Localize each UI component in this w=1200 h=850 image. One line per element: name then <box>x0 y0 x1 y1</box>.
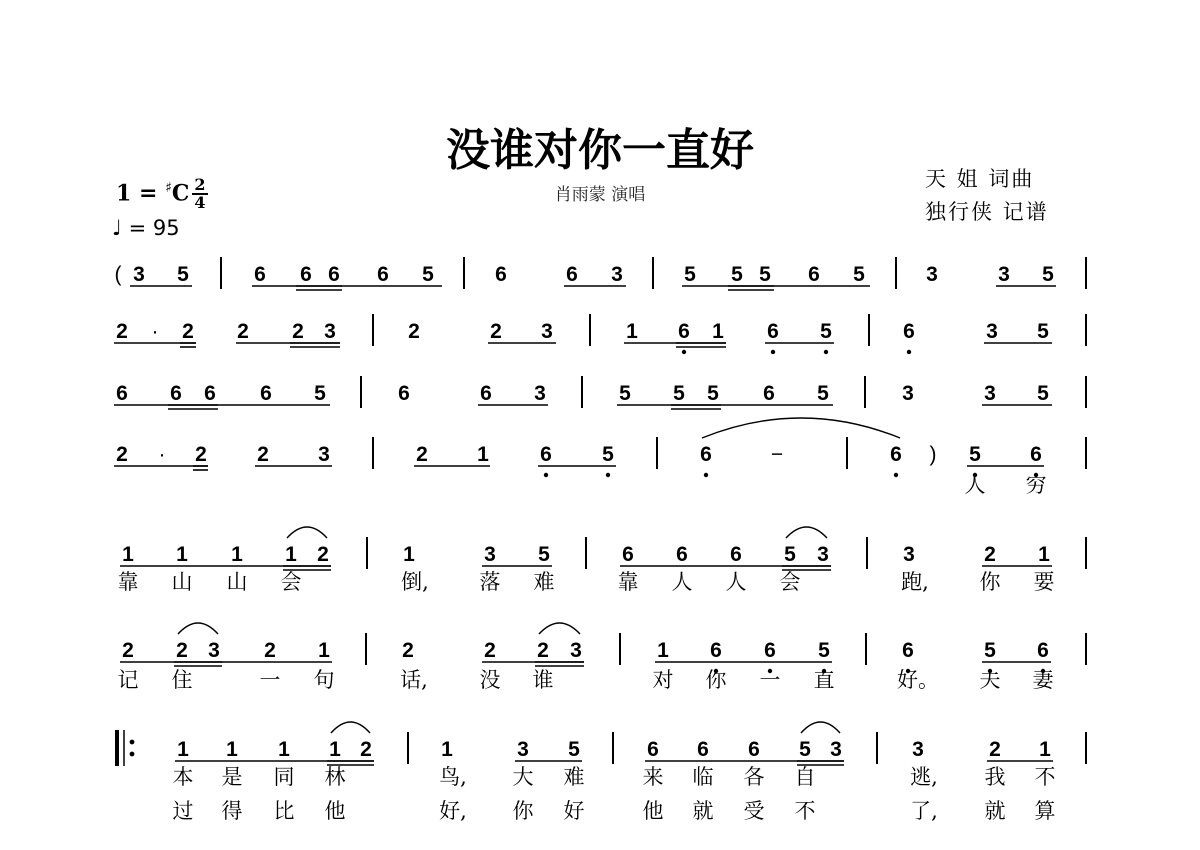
note: 3 <box>912 738 924 761</box>
note: 2 <box>402 639 414 662</box>
notation-symbol: · <box>151 320 159 343</box>
note: 3 <box>984 382 996 405</box>
low-octave-dot <box>606 473 610 477</box>
note: 3 <box>830 738 842 761</box>
lyric: 不 <box>1034 765 1056 789</box>
note: 3 <box>903 543 915 566</box>
note: 1 <box>318 639 330 662</box>
low-octave-dot <box>907 350 911 354</box>
note: 2 <box>408 320 420 343</box>
note: 3 <box>926 263 938 286</box>
song-title: 没谁对你一直好 <box>446 125 754 176</box>
lyric: 谁 <box>532 668 554 692</box>
note: 2 <box>116 443 128 466</box>
slur-arc <box>287 527 327 538</box>
note: 5 <box>684 263 696 286</box>
note: 1 <box>329 738 341 761</box>
note: 1 <box>712 320 724 343</box>
note: 2 <box>116 320 128 343</box>
note: 1 <box>176 543 188 566</box>
note: 5 <box>707 382 719 405</box>
lyric-verse-2: 就 <box>984 799 1006 823</box>
low-octave-dot <box>771 350 775 354</box>
slur-arc <box>178 623 218 634</box>
note: 6 <box>676 543 688 566</box>
lyric-verse-2: 你 <box>512 799 534 823</box>
note: 6 <box>1037 639 1049 662</box>
lyric: 住 <box>171 668 193 692</box>
note: 5 <box>984 639 996 662</box>
note: 2 <box>195 443 207 466</box>
note: 5 <box>759 263 771 286</box>
notation-symbol: ( <box>114 263 122 286</box>
note: 6 <box>808 263 820 286</box>
notation-symbol: ) <box>929 443 937 466</box>
note: 3 <box>902 382 914 405</box>
lyric-verse-2: 不 <box>794 799 816 823</box>
note: 5 <box>1037 382 1049 405</box>
lyric: 一 <box>259 668 281 692</box>
singer-credit: 肖雨蒙 演唱 <box>554 185 646 205</box>
low-octave-dot <box>544 473 548 477</box>
note: 6 <box>398 382 410 405</box>
slur-arc <box>539 623 580 634</box>
lyric: 鸟, <box>439 765 467 789</box>
note: 5 <box>784 543 796 566</box>
note: 2 <box>182 320 194 343</box>
lyric: 妻 <box>1032 668 1054 692</box>
note: 6 <box>622 543 634 566</box>
note: 1 <box>278 738 290 761</box>
note: 2 <box>237 320 249 343</box>
note: 2 <box>490 320 502 343</box>
note: 1 <box>403 543 415 566</box>
tempo-value: = 95 <box>128 216 180 240</box>
note: 5 <box>422 263 434 286</box>
note: 1 <box>477 443 489 466</box>
note: 3 <box>484 543 496 566</box>
lyric: 林 <box>324 765 346 789</box>
low-octave-dot <box>894 473 898 477</box>
note: 1 <box>657 639 669 662</box>
note: 2 <box>484 639 496 662</box>
lyric: 同 <box>273 765 295 789</box>
lyric: 直 <box>813 668 835 692</box>
time-signature-bottom: 4 <box>192 193 208 211</box>
note: 2 <box>317 543 329 566</box>
note: 5 <box>568 738 580 761</box>
note: 6 <box>116 382 128 405</box>
lyrics-music-credit: 天 姐 词曲 <box>925 167 1035 191</box>
note: 5 <box>1037 320 1049 343</box>
lyric: 跑, <box>901 570 929 594</box>
note: 2 <box>292 320 304 343</box>
lyric: 我 <box>984 765 1006 789</box>
note: 1 <box>441 738 453 761</box>
note: 3 <box>133 263 145 286</box>
note: 6 <box>480 382 492 405</box>
lyric: 一 <box>759 668 781 692</box>
note: 1 <box>177 738 189 761</box>
lyric: 山 <box>171 570 193 594</box>
lyric: 穷 <box>1025 473 1047 497</box>
lyric: 记 <box>117 668 139 692</box>
note: 1 <box>1038 543 1050 566</box>
lyric-verse-2: 他 <box>642 799 664 823</box>
slur-arc <box>786 527 827 538</box>
lyric-verse-2: 过 <box>172 799 194 823</box>
note: 6 <box>377 263 389 286</box>
note: 6 <box>254 263 266 286</box>
note: 3 <box>318 443 330 466</box>
lyric: 对 <box>652 668 674 692</box>
note: 3 <box>611 263 623 286</box>
slur-arc <box>801 722 840 733</box>
note: 6 <box>170 382 182 405</box>
note: 6 <box>748 738 760 761</box>
note: 5 <box>820 320 832 343</box>
note: 1 <box>122 543 134 566</box>
lyric-verse-2: 了, <box>910 799 938 823</box>
lyric: 来 <box>642 765 664 789</box>
note: 5 <box>969 443 981 466</box>
lyric-verse-2: 好 <box>563 799 585 823</box>
lyric: 临 <box>692 765 714 789</box>
note: 2 <box>360 738 372 761</box>
note: 6 <box>300 263 312 286</box>
note: 6 <box>730 543 742 566</box>
lyric: 会 <box>779 570 801 594</box>
note: 3 <box>570 639 582 662</box>
note: 6 <box>710 639 722 662</box>
note: 3 <box>208 639 220 662</box>
note: 6 <box>697 738 709 761</box>
lyric: 山 <box>226 570 248 594</box>
note: 1 <box>1039 738 1051 761</box>
note: 3 <box>324 320 336 343</box>
note: 1 <box>285 543 297 566</box>
note: 3 <box>986 320 998 343</box>
note: 6 <box>903 320 915 343</box>
note: 5 <box>602 443 614 466</box>
note: 5 <box>673 382 685 405</box>
lyric: 会 <box>280 570 302 594</box>
time-signature-top: 2 <box>194 175 206 194</box>
note: 5 <box>177 263 189 286</box>
note: 2 <box>984 543 996 566</box>
low-octave-dot <box>824 350 828 354</box>
lyric: 好。 <box>897 668 939 692</box>
lyric: 落 <box>479 570 501 594</box>
note: 6 <box>902 639 914 662</box>
note: 5 <box>619 382 631 405</box>
note: 6 <box>767 320 779 343</box>
slur-arc <box>702 418 900 438</box>
note: 2 <box>416 443 428 466</box>
note: 2 <box>257 443 269 466</box>
low-octave-dot <box>682 350 686 354</box>
repeat-dot <box>130 752 135 757</box>
lyric: 没 <box>479 668 501 692</box>
note: 1 <box>626 320 638 343</box>
note: 6 <box>763 382 775 405</box>
lyric: 要 <box>1033 570 1055 594</box>
note: 1 <box>231 543 243 566</box>
note: 6 <box>328 263 340 286</box>
note: 6 <box>1030 443 1042 466</box>
note: 6 <box>890 443 902 466</box>
note: 3 <box>998 263 1010 286</box>
notation-symbol: − <box>770 443 784 466</box>
note: 3 <box>517 738 529 761</box>
lyric-verse-2: 比 <box>273 799 295 823</box>
lyric: 人 <box>725 570 747 594</box>
note: 1 <box>226 738 238 761</box>
notation-symbol: · <box>158 443 166 466</box>
lyric: 本 <box>172 765 194 789</box>
note: 2 <box>989 738 1001 761</box>
lyric: 你 <box>979 570 1001 594</box>
note: 3 <box>534 382 546 405</box>
slur-arc <box>331 722 370 733</box>
quarter-note-icon: ♩ <box>112 216 122 240</box>
lyric: 人 <box>671 570 693 594</box>
lyric: 人 <box>964 473 986 497</box>
note: 5 <box>853 263 865 286</box>
note: 5 <box>799 738 811 761</box>
lyric: 你 <box>705 668 727 692</box>
note: 5 <box>818 639 830 662</box>
lyric-verse-2: 受 <box>743 799 765 823</box>
note: 6 <box>540 443 552 466</box>
note: 3 <box>817 543 829 566</box>
note: 2 <box>122 639 134 662</box>
note: 2 <box>537 639 549 662</box>
lyric: 倒, <box>401 570 429 594</box>
key-tonic: C <box>171 180 190 207</box>
lyric: 靠 <box>117 570 139 594</box>
note: 5 <box>314 382 326 405</box>
lyric-verse-2: 就 <box>692 799 714 823</box>
note: 5 <box>1042 263 1054 286</box>
lyric: 句 <box>313 668 335 692</box>
lyric: 自 <box>794 765 816 789</box>
note: 5 <box>538 543 550 566</box>
note: 3 <box>541 320 553 343</box>
key-prefix: 1 = <box>116 180 166 207</box>
note: 6 <box>204 382 216 405</box>
repeat-dot <box>130 740 135 745</box>
lyric-verse-2: 好, <box>439 799 467 823</box>
note: 6 <box>495 263 507 286</box>
lyric: 逃, <box>910 765 938 789</box>
lyric: 话, <box>400 668 428 692</box>
lyric-verse-2: 他 <box>324 799 346 823</box>
lyric: 是 <box>221 765 243 789</box>
note: 6 <box>764 639 776 662</box>
note: 5 <box>731 263 743 286</box>
lyric-verse-2: 得 <box>221 799 243 823</box>
transcriber-credit: 独行侠 记谱 <box>925 200 1049 224</box>
note: 6 <box>700 443 712 466</box>
lyric: 各 <box>743 765 765 789</box>
lyric-verse-2: 算 <box>1034 799 1056 823</box>
sharp-icon: ♯ <box>165 180 172 196</box>
note: 5 <box>817 382 829 405</box>
note: 2 <box>264 639 276 662</box>
lyric: 大 <box>512 765 534 789</box>
note: 6 <box>678 320 690 343</box>
lyric: 难 <box>533 570 555 594</box>
lyric: 夫 <box>979 668 1001 692</box>
low-octave-dot <box>704 473 708 477</box>
note: 6 <box>647 738 659 761</box>
note: 2 <box>176 639 188 662</box>
lyric: 难 <box>563 765 585 789</box>
note: 6 <box>260 382 272 405</box>
lyric: 靠 <box>617 570 639 594</box>
note: 6 <box>566 263 578 286</box>
